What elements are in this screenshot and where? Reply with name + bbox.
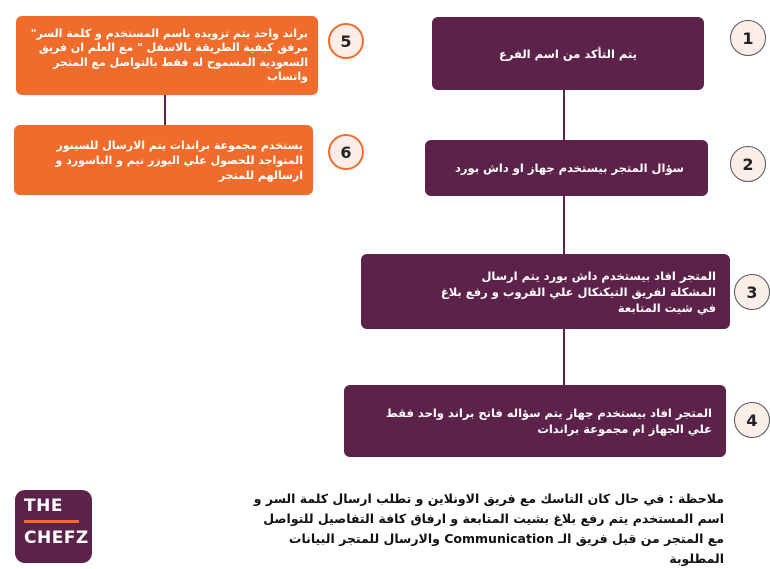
connector-1-2 (563, 90, 565, 140)
connector-3-4 (563, 329, 565, 385)
step-4-box (344, 385, 726, 457)
step-4-text: المتجر افاد بيستخدم جهاز يتم سؤاله فاتح براند واحد فقط علي الجهاز ام مجموعة براندات (385, 406, 712, 436)
step-6-box (14, 125, 313, 195)
connector-5-6 (164, 95, 166, 125)
step-3-box (361, 254, 730, 329)
step-3-text: المتجر افاد بيستخدم داش بورد يتم ارسال المشكلة لفريق التيكنكال علي القروب و رفع بلاغ في شيت المتابعة (440, 268, 716, 315)
step-6-number: 6 (328, 134, 364, 170)
step-5-box (16, 16, 318, 95)
step-5-number: 5 (328, 23, 364, 59)
logo-line-1: THE (24, 496, 63, 516)
note-text: ملاحظة : في حال كان التاسك مع فريق الاونلاين و تطلب ارسال كلمة السر و اسم المستخدم يتم رفع بلاغ بشيت المتابعة و ارفاق كافة التفاصيل للتواصل مع المتجر من قبل فريق الـ Communication والارسال للمتجر البيانات المطلوبة (253, 491, 724, 566)
the-chefz-logo (15, 490, 92, 563)
step-2-text: سؤال المتجر بيستخدم جهاز او داش بورد (454, 161, 684, 175)
step-1-number: 1 (730, 20, 766, 56)
step-1-text: يتم التأكد من اسم الفرع (499, 46, 637, 61)
step-3-number: 3 (734, 274, 770, 310)
connector-2-3 (563, 196, 565, 254)
logo-line-2: CHEFZ (24, 528, 89, 548)
step-5-text: براند واحد يتم تزويده باسم المستخدم و كلمة السر" مرفق كيفية الطريقة بالاسفل " مع العلم ان فريق السعودية المسموح له فقط بالتواصل مع المتجر واتساب (30, 26, 308, 83)
step-2-box (425, 140, 708, 196)
logo-divider (24, 520, 79, 523)
step-6-text: يستخدم مجموعة براندات يتم الارسال للسينور المتواجد للحصول علي اليوزر نيم و الباسورد و ارسالهم للمتجر (55, 138, 303, 182)
step-2-number: 2 (730, 146, 766, 182)
step-1-box (432, 17, 704, 90)
step-4-number: 4 (734, 402, 770, 438)
